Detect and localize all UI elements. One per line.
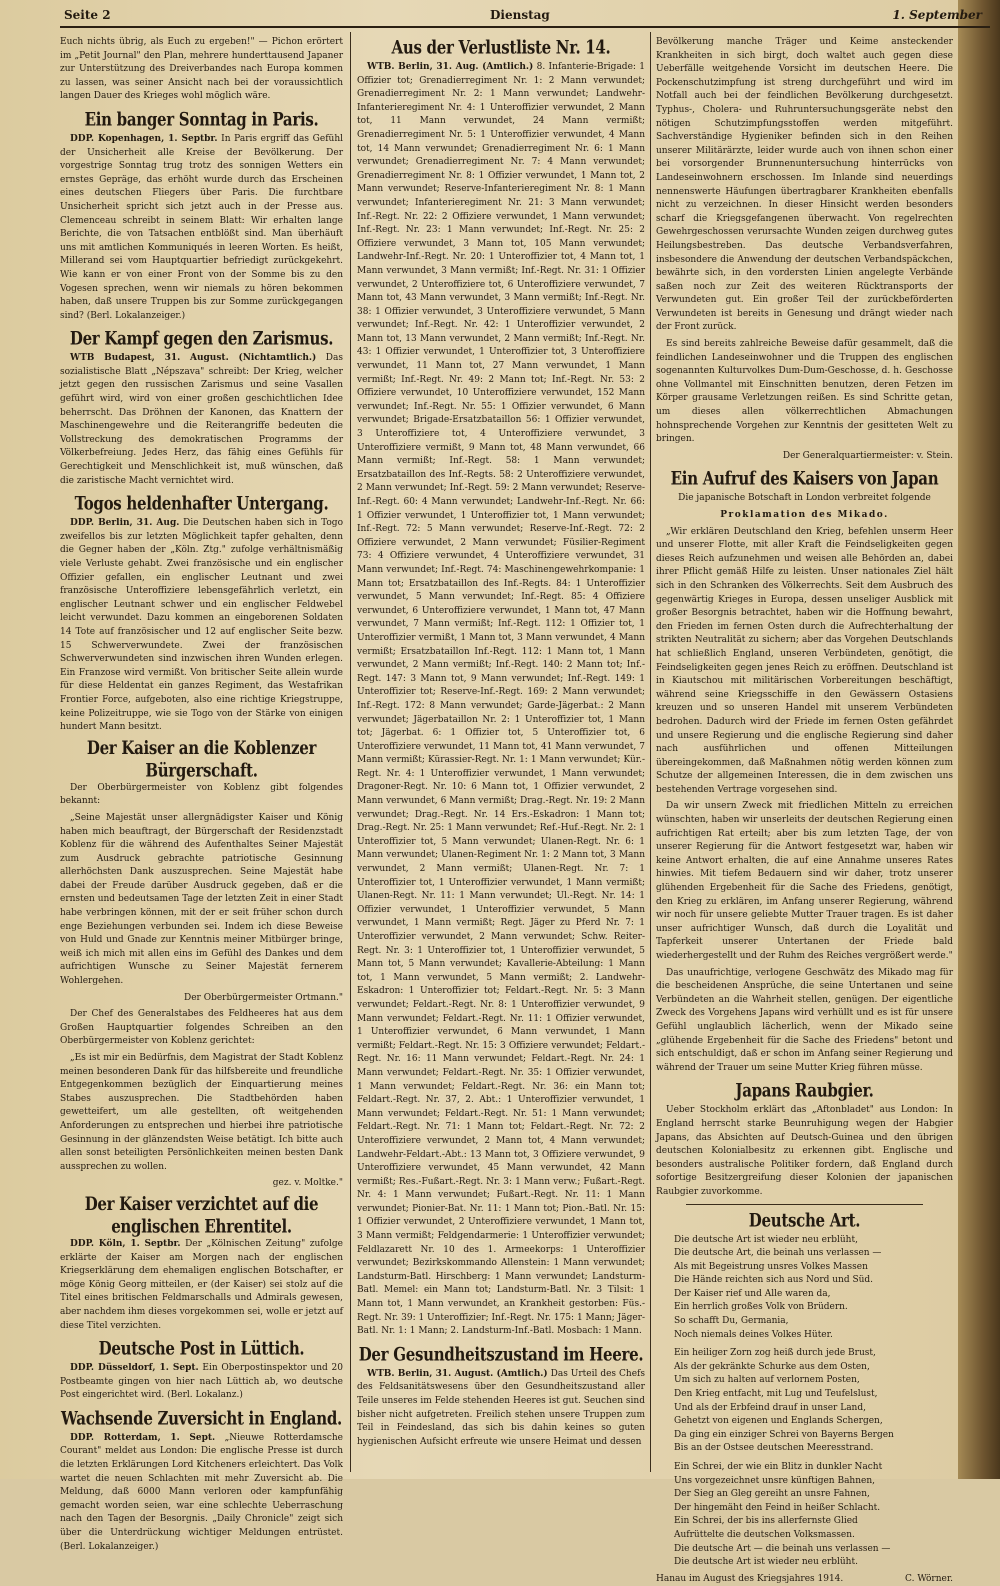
article-headline: Ein Aufruf des Kaisers von Japan [670, 467, 939, 490]
paragraph [60, 1432, 343, 1554]
poem-line: Gehetzt von eigenen und Englands Schergen, [674, 1416, 883, 1427]
poem-line: Als der gekränkte Schurke aus dem Osten, [674, 1361, 870, 1372]
paragraph: „Seine Majestät unser allergnädigster Kaiser und König haben mich beauftragt, der Bürgerschaft der Residenzstadt Koblenz für die während des Aufenthaltes Seiner Majestät zum Ausdruck gebrachte patriotische Gesinnung allerhöchsten Dank auszusprechen. Seine Majestät habe dabei der Freude darüber Ausdruck gegeben, daß er die ernsten und bedeutsamen Tage der letzten Zeit in einer Stadt habe verbringen können, mit der er seit früher schon durch enge Beziehungen verbunden sei. Indem ich diese Beweise von Huld und Gnade zur Kenntnis meiner Mitbürger bringe, weiß ich mich mit allen eins im Gefühl des Dankes und dem aufrichtigen Wunsche zu Seiner Majestät fernerem Wohlergehen. [60, 812, 343, 987]
poem-title: Deutsche Art. [748, 1208, 861, 1231]
proclamation-heading: Proklamation des Mikado. [720, 510, 889, 520]
poem-line: Der hingemäht den Feind in heißer Schlacht. [674, 1502, 881, 1513]
article-headline: Deutsche Post in Lüttich. [98, 1336, 305, 1360]
article-text: 8. Infanterie-Brigade: 1 Offizier tot; Grenadierregiment Nr. 1: 2 Mann verwundet; Grenadierregiment Nr. 2: 1 Mann verwundet; Landwehr-Infanterieregiment Nr. 4: 1 Unteroffizier verwundet, 2 Mann tot, 11 Mann verwundet, 24 Mann vermißt; Grenadierregiment Nr. 5: 1 Unteroffizier verwundet, 4 Mann tot, 14 Mann verwundet; Grenadierregiment Nr. 6: 1 Mann verwundet; Grenadierregiment Nr. 7: 4 Mann verwundet; Grenadierregiment Nr. 8: 1 Offizier verwundet, 1 Mann tot, 2 Mann verwundet; Reserve-Infanterieregiment Nr. 8: 1 Mann verwundet; Infanterieregiment Nr. 21: 3 Mann verwundet; Inf.-Regt. Nr. 22: 2 Offiziere verwundet, 1 Mann verwundet; Inf.-Regt. Nr. 23: 1 Mann verwundet; Inf.-Regt. Nr. 25: 2 Offiziere verwundet, 3 Mann tot, 105 Mann verwundet; Landwehr-Inf.-Regt. Nr. 20: 1 Unteroffizier tot, 4 Mann tot, 1 Mann verwundet, 3 Mann vermißt; Inf.-Regt. Nr. 31: 1 Offizier verwundet, 2 Unteroffiziere tot, 6 Unteroffiziere verwundet, 7 Mann tot, 43 Mann verwundet, 3 Mann vermißt; Inf.-Regt. Nr. 38: 1 Offizier verwundet, 3 Unteroffiziere verwundet, 5 Mann verwundet; Inf.-Regt. Nr. 42: 1 Unteroffizier verwundet, 2 Mann tot, 13 Mann verwundet, 2 Mann vermißt; Inf.-Regt. Nr. 43: 1 Offizier verwundet, 1 Unteroffizier tot, 3 Unteroffiziere verwundet, 11 Mann tot, 27 Mann verwundet, 1 Mann vermißt; Inf.-Regt. Nr. 49: 2 Mann tot; Inf.-Regt. Nr. 53: 2 Offiziere verwundet, 10 Unteroffiziere verwundet, 152 Mann verwundet; Inf.-Regt. Nr. 55: 1 Offizier verwundet, 6 Mann verwundet; Brigade-Ersatzbataillon 56: 1 Offizier verwundet, 3 Unteroffiziere tot, 4 Unteroffiziere verwundet, 3 Unteroffiziere vermißt, 9 Mann tot, 48 Mann verwundet, 66 Mann vermißt; Inf.-Regt. 58: 1 Mann verwundet; Ersatzbataillon des Inf.-Regts. 58: 2 Unteroffiziere verwundet, 2 Mann verwundet; Inf.-Regt. 59: 2 Mann verwundet; Reserve-Inf.-Regt. 60: 4 Mann verwundet; Landwehr-Inf.-Regt. Nr. 66: 1 Offizier verwundet, 1 Unteroffizier tot, 1 Mann verwundet; Inf.-Regt. 72: 5 Mann verwundet; Reserve-Inf.-Regt. 72: 2 Offiziere verwundet, 2 Mann verwundet; Füsilier-Regiment 73: 4 Offiziere verwundet, 4 Unteroffiziere verwundet, 31 Mann verwundet; Inf.-Regt. 74: Maschinengewehrkompanie: 1 Mann tot; Ersatzbataillon des Inf.-Regts. 84: 1 Unteroffizier verwundet, 5 Mann verwundet; Inf.-Regt. 85: 4 Offiziere verwundet, 6 Unteroffiziere verwundet, 1 Mann tot, 47 Mann verwundet, 7 Mann vermißt; Inf.-Regt. 112: 1 Offizier tot, 1 Unteroffizier vermißt, 1 Mann tot, 3 Mann verwundet, 4 Mann vermißt; Ersatzbataillon Inf.-Regt. 112: 1 Mann tot, 1 Mann verwundet, 2 Mann vermißt; Inf.-Regt. 140: 2 Mann tot; Inf.-Regt. 147: 3 Mann tot, 9 Mann verwundet; Inf.-Regt. 149: 1 Unteroffizier tot; Reserve-Inf.-Regt. 169: 2 Mann verwundet; Inf.-Regt. 172: 8 Mann verwundet; Garde-Jägerbat.: 2 Mann verwundet; Jägerbataillon Nr. 2: 1 Unteroffizier tot, 1 Mann tot; Jägerbat. 6: 1 Offizier tot, 5 Unteroffizier tot, 6 Unteroffiziere verwundet, 11 Mann tot, 41 Mann verwundet, 7 Mann vermißt; Kürassier-Regt. Nr. 1: 1 Mann verwundet; Kür.-Regt. Nr. 4: 1 Unteroffizier verwundet, 1 Mann verwundet; Dragoner-Regt. Nr. 10: 6 Mann tot, 1 Offizier verwundet, 2 Mann verwundet, 6 Mann vermißt; Drag.-Regt. Nr. 19: 2 Mann verwundet; Drag.-Regt. Nr. 14 Ers.-Eskadron: 1 Mann tot; Drag.-Regt. Nr. 25: 1 Mann verwundet; Ref.-Huf.-Regt. Nr. 2: 1 Unteroffizier tot, 5 Mann verwundet; Ulanen-Regt. Nr. 6: 1 Mann verwundet; Ulanen-Regiment Nr. 1: 2 Mann tot, 3 Mann verwundet, 2 Mann vermißt; Ulanen-Regt. Nr. 7: 1 Unteroffizier tot, 1 Unteroffizier verwundet, 1 Mann vermißt; Ulanen-Regt. Nr. 11: 1 Mann verwundet; Ul.-Regt. Nr. 14: 1 Offizier verwundet, 1 Unteroffizier verwundet, 5 Mann verwundet, 1 Mann vermißt; Regt. Jäger zu Pferd Nr. 7: 1 Unteroffizier verwundet, 2 Mann verwundet; Schw. Reiter-Regt. Nr. 3: 1 Unteroffizier tot, 1 Unteroffizier verwundet, 5 Mann tot, 5 Mann verwundet; Kavallerie-Abteilung: 1 Mann tot, 1 Mann verwundet, 5 Mann vermißt; 2. Landwehr-Eskadron: 1 Unteroffizier tot; Feldart.-Regt. Nr. 5: 3 Mann verwundet; Feldart.-Regt. Nr. 8: 1 Unteroffizier verwundet, 9 Mann verwundet; Feldart.-Regt. Nr. 11: 1 Offizier verwundet, 1 Unteroffizier verwundet, 6 Mann verwundet, 1 Mann vermißt; Feldart.-Regt. Nr. 15: 3 Offiziere verwundet; Feldart.-Regt. Nr. 16: 11 Mann verwundet; Feldart.-Regt. Nr. 24: 1 Mann verwundet; Feldart.-Regt. Nr. 35: 1 Offizier verwundet, 1 Mann verwundet; Feldart.-Regt. Nr. 36: ein Mann tot; Feldart.-Regt. Nr. 37, 2. Abt.: 1 Unteroffizier verwundet, 1 Mann verwundet; Feldart.-Regt. Nr. 51: 1 Mann verwundet; Feldart.-Regt. Nr. 71: 1 Mann tot; Feldart.-Regt. Nr. 72: 2 Unteroffiziere verwundet, 2 Mann tot, 4 Mann verwundet; Landwehr-Feldart.-Abt.: 13 Mann tot, 3 Offiziere verwundet, 9 Unteroffiziere verwundet, 45 Mann verwundet, 42 Mann vermißt; Res.-Fußart.-Regt. Nr. 3: 1 Mann verw.; Fußart.-Regt. Nr. 4: 1 Mann verwundet; Fußart.-Regt. Nr. 11: 1 Mann verwundet; Pionier-Bat. Nr. 11: 1 Mann tot; Pion.-Batl. Nr. 15: 1 Offizier verwundet, 2 Unteroffiziere verwundet, 1 Mann tot, 3 Mann vermißt; Feldgendarmerie: 1 Unteroffizier verwundet; Feldlazarett Nr. 10 des 1. Armeekorps: 1 Unteroffizier verwundet; Bezirkskommando Allenstein: 1 Mann verwundet; Landsturm-Batl. Hirschberg: 1 Mann verwundet; Landsturm-Batl. Memel: ein Mann tot; Landsturm-Batl. Nr. 3 Tilsit: 1 Mann tot, 1 Mann verwundet, an Krankheit gestorben: Füs.-Regt. Nr. 39: 1 Unteroffizier; Inf.-Regt. Nr. 175: 1 Mann; Jäger-Batl. Nr. 1: 1 Mann; 2. Landsturm-Inf.-Batl. Mosbach: 1 Mann. [357, 62, 646, 1337]
paragraph: Die japanische Botschaft in London verbreitet folgende [678, 493, 931, 504]
signature: Der Oberbürgermeister Ortmann." [184, 992, 343, 1003]
column-rule [350, 32, 351, 1472]
paragraph: Ueber Stockholm erklärt das „Aftonbladet" aus London: In England herrscht starke Beunruhigung wegen der Habgier Japans, das Absichten auf Deutsch-Guinea und den übrigen deutschen Kolonialbesitz zu erkennen gibt. Englische und besonders australische Politiker fordern, daß England durch sofortige Besitzergreifung dieser Kolonien der japanischen Raubgier zuvorkomme. [656, 1105, 953, 1197]
paragraph [60, 1362, 343, 1403]
paragraph: Euch nichts übrig, als Euch zu ergeben!" — Pichon erörtert im „Petit Journal" den Plan, mehrere hunderttausend Japaner zur Unterstützung des Dreiverbandes nach Europa kommen zu lassen, was seiner Ansicht nach bei der voraussichtlich langen Dauer des Krieges wohl möglich wäre. [60, 37, 343, 102]
poem-line: Bis an der Ostsee deutschen Meeresstrand. [674, 1443, 874, 1454]
dateline: DDP. Berlin, 31. Aug. [70, 518, 180, 529]
article-headline: Wachsende Zuversicht in England. [61, 1406, 342, 1430]
dateline: WTB. Berlin, 31. August. (Amtlich.) [367, 1368, 548, 1379]
poem-line: Als mit Begeistrung unsres Volkes Massen [674, 1261, 868, 1272]
page-header [60, 4, 990, 28]
poem-line: Der Kaiser rief und Alle waren da, [674, 1288, 831, 1299]
poem-author: C. Wörner. [905, 1573, 953, 1584]
paragraph: Es sind bereits zahlreiche Beweise dafür gesammelt, daß die feindlichen Landeseinwohner und die Truppen des englischen sogenannten Kulturvolkes Dum-Dum-Geschosse, d. h. Geschosse ohne Vollmantel mit Einschnitten benutzen, deren Fetzen im Körper grausame Verletzungen reißen. Es sind Schritte getan, um dieses allen völkerrechtlichen Abmachungen hohnsprechende Vorgehen zur Kenntnis der gesitteten Welt zu bringen. [656, 339, 953, 445]
poem-line: Um sich zu halten auf verlornem Posten, [674, 1375, 860, 1386]
poem-line: Aufrüttelte die deutschen Volksmassen. [674, 1529, 855, 1540]
article-headline: Der Gesundheitszustand im Heere. [358, 1342, 644, 1366]
article-text: In Paris ergriff das Gefühl der Unsicherheit alle Kreise der Bevölkerung. Der vorgestrige Sonntag trug trotz des sonnigen Wetters ein ernstes Gepräge, das erhöht wurde durch das Erscheinen eines deutschen Fliegers über Paris. Die furchtbare Unsicherheit spricht sich jetzt auch in der Presse aus. Clemenceau schreibt in seinem Blatt: Wir erhalten lange Berichte, die von Tatsachen entblößt sind. Man überhäuft uns mit amtlichen Kommuniqués in leeren Worten. Es heißt, Millerand sei vom Hauptquartier befriedigt zurückgekehrt. Wie kann er von einer Front von der Somme bis zu den Vogesen sprechen, wenn wir niemals zu hören bekommen haben, daß unsere Truppen bis zur Somme zurückgegangen sind? [60, 133, 343, 321]
header-page-number: Seite 2 [64, 8, 111, 22]
page-edge-shadow [958, 0, 1000, 1479]
poem-line: Und als der Erbfeind drauf in unser Land, [674, 1402, 866, 1413]
poem-line: Die Hände reichten sich aus Nord und Süd. [674, 1275, 874, 1286]
poem-line: Die deutsche Art — die beinah uns verlassen — [674, 1543, 891, 1554]
poem [656, 1234, 953, 1570]
dateline: WTB Budapest, 31. August. (Nichtamtlich.) [70, 353, 317, 364]
paragraph: „Es ist mir ein Bedürfnis, dem Magistrat der Stadt Koblenz meinen besonderen Dank für das hilfsbereite und freundliche Entgegenkommen bezüglich der Einquartierung meines Stabes auszusprechen. Die Stadtbehörden haben gewetteifert, um alle gestellten, oft weitgehenden Anforderungen zu entsprechen und hierbei ihre patriotische Gesinnung in der glänzendsten Weise betätigt. Ich bitte auch allen sonst beteiligten Persönlichkeiten meinen besten Dank aussprechen zu wollen. [60, 1053, 343, 1172]
dateline: DDP. Kopenhagen, 1. Septbr. [70, 133, 218, 144]
article-headline: Der Kaiser an die Koblenzer Bürgerschaft. [86, 736, 317, 782]
dateline: DDP. Köln, 1. Septbr. [70, 1238, 181, 1249]
paragraph: Das unaufrichtige, verlogene Geschwätz des Mikado mag für die bescheidenen Ansprüche, die seine Untertanen und seine Verbündeten an die Wahrheit stellen, genügen. Der eigentliche Zweck des Vorgehens Japans wird verhüllt und es ist für unsere Gefühl unglaublich lächerlich, wenn der Mikado seine „glühende Ergebenheit für die Sache des Friedens" betont und sich entschuldigt, daß er schon im Anfang seiner Regierung und während der Trauer um seine Mutter Krieg führen müsse. [656, 967, 953, 1073]
paragraph: Da wir unsern Zweck mit friedlichen Mitteln zu erreichen wünschten, haben wir unserleits der deutschen Regierung einen aufrichtigen Rat erteilt; aber bis zum letzten Tage, der von unserer Regierung für die Antwort festgesetzt war, haben wir keine Antwort erhalten, die auf eine Annahme unseres Rates hinwies. Mit tiefem Bedauern sind wir daher, trotz unserer glühenden Ergebenheit für die Sache des Friedens, genötigt, den Krieg zu erklären, im Anfang unserer Regierung, während wir noch für unsere geliebte Mutter Trauer tragen. Es ist daher unser aufrichtiger Wunsch, daß durch die Loyalität und Tapferkeit unserer Untertanen der Friede bald wiederhergestellt und der Ruhm des Reiches vergrößert werde." [656, 801, 953, 961]
poem-line: Ein Schrei, der wie ein Blitz in dunkler Nacht [674, 1462, 883, 1472]
poem-line: Den Krieg entfacht, mit Lug und Teufelslust, [674, 1389, 878, 1400]
source-credit: (Berl. Lokalanzeiger.) [86, 310, 186, 321]
article-text: Der „Kölnischen Zeitung" zufolge erklärte der Kaiser am Morgen nach der englischen Kriegserklärung dem ehemaligen englischen Botschafter, er möge König Georg mitteilen, er (der Kaiser) sei stolz auf die Titel eines britischen Feldmarschalls und Admirals gewesen, aber nachdem ihm dieses vorgekommen sei, wolle er jetzt auf diese Titel verzichten. [60, 1238, 343, 1331]
article-headline: Togos heldenhafter Untergang. [74, 491, 329, 515]
paragraph [60, 517, 343, 735]
poem-line: So schafft Du, Germania, [674, 1316, 789, 1327]
poem-place: Hanau im August des Kriegsjahres 1914. [656, 1573, 844, 1584]
poem-line: Die deutsche Art ist wieder neu erblüht. [674, 1557, 858, 1568]
paragraph [60, 133, 343, 323]
column-3 [656, 36, 953, 1584]
paragraph: Der Chef des Generalstabes des Feldheeres hat aus dem Großen Hauptquartier folgendes Schreiben an den Oberbürgermeister von Koblenz gerichtet: [60, 1009, 343, 1047]
poem-line: Noch niemals deines Volkes Hüter. [674, 1329, 833, 1340]
dateline: WTB. Berlin, 31. Aug. (Amtlich.) [367, 62, 534, 72]
poem-footer [656, 1573, 953, 1586]
poem-line: Ein heiliger Zorn zog heiß durch jede Brust, [674, 1348, 876, 1359]
article-text: „Nieuwe Rotterdamsche Courant" meldet aus London: Die englische Presse ist durch die letzten Erklärungen Lord Kitcheners erleichtert. Das Volk wartet die neuen Schlachten mit mehr Zuversicht ab. Die Meldung, daß 6000 Mann verloren oder kampfunfähig gemacht worden seien, war eine schlechte Ueberraschung nach den Tagen der Besorgnis. „Daily Chronicle" zeigt sich über die Unterdrückung wichtiger Meldungen entrüstet. (Berl. Lokalanzeiger.) [60, 1432, 343, 1552]
signature: Der Generalquartiermeister: v. Stein. [782, 450, 953, 461]
paragraph [60, 352, 343, 488]
article-headline: Japans Raubgier. [735, 1079, 874, 1102]
paragraph [357, 1368, 645, 1450]
article-text: Ein Oberpostinspektor und 20 Postbeamte gingen von hier nach Lüttich ab, wo deutsche Post eingerichtet wird. [60, 1363, 343, 1401]
article-headline: Der Kampf gegen den Zarismus. [69, 327, 334, 350]
article-headline: Aus der Verlustliste Nr. 14. [391, 35, 611, 59]
paragraph: Bevölkerung manche Träger und Keime ansteckender Krankheiten in sich birgt, doch waltet auch gegen diese Ueberfälle weitgehende Vorsicht im deutschen Heere. Die Pockenschutzimpfung ist streng durchgeführt und wird im Notfall auch bei der feindlichen Bevölkerung durchgesetzt. Typhus-, Cholera- und Ruhruntersuchungsgeräte nebst den nötigen Schutzimpfungsstoffen werden mitgeführt. Sachverständige Hygieniker befinden sich in den Reihen unserer Militärärzte, leider wurde auch von ihnen schon einer bei vorsorgender Brunnenuntersuchung hinterrücks von Landeseinwohnern erschossen. Im Inlande sind neuerdings nennenswerte Häufungen übertragbarer Krankheiten ebenfalls nicht zu verzeichnen. In dieser Hinsicht werden besonders scharf die Kriegsgefangenen überwacht. Von regelrechten Gewehrgeschossen verursachte Wunden zeigen durchweg gutes Heilungsbestreben. Das deutsche Verbandsverfahren, insbesondere die Anwendung der deutschen Verbandspäckchen, bewährte sich, in den vordersten Linien angelegte Verbände saßen noch zur Zeit des weiteren Rücktransports der Verwundeten gut. Ein großer Teil der zurückbeförderten Verwundeten ist bereits in Genesung und drängt wieder nach der Front zurück. [656, 37, 953, 333]
poem-line: Ein herrlich großes Volk von Brüdern. [674, 1302, 848, 1313]
column-2 [357, 36, 645, 1476]
column-rule [650, 32, 651, 1472]
poem-line: Da ging ein einziger Schrei von Bayerns Bergen [674, 1429, 894, 1440]
poem-line: Uns vorgezeichnet unsre künftigen Bahnen, [674, 1475, 876, 1486]
header-date: 1. September [892, 8, 982, 22]
column-1 [60, 36, 343, 1552]
dateline: DDP. Düsseldorf, 1. Sept. [70, 1363, 199, 1374]
article-text: Das sozialistische Blatt „Népszava" schreibt: Der Krieg, welcher jetzt gegen den russischen Zarismus und seine Vasallen geführt wird, wird von einer großen geschichtlichen Idee beherrscht. Das Dröhnen der Kanonen, das Knattern der Maschinengewehre und die Reiterangriffe bedeuten die Vollstreckung des demokratischen Programms der Völkerbefreiung. Jedes Herz, das fähig eines Gefühls für Gerechtigkeit und Menschlichkeit ist, muß wünschen, daß die zaristische Macht vernichtet wird. [60, 353, 343, 486]
paragraph: Der Oberbürgermeister von Koblenz gibt folgendes bekannt: [60, 782, 343, 807]
dateline: DDP. Rotterdam, 1. Sept. [70, 1432, 216, 1443]
header-weekday: Dienstag [490, 8, 550, 22]
article-text: Die Deutschen haben sich in Togo zweifellos bis zur letzten Möglichkeit tapfer gehalten, denn die Gegner haben der „Köln. Ztg." zufolge verhältnismäßig viele Verluste gehabt. Zwei französische und ein englischer Offizier gefallen, ein englischer Leutnant und zwei französische Unteroffiziere lebensgefährlich verletzt, ein englischer Leutnant schwer und ein englischer Feldwebel leicht verwundet. Dazu kommen an eingeborenen Soldaten 14 Tote auf französischer und 12 auf englischer Seite bezw. 15 Schwerverwundete. Zwei der französischen Schwerverwundeten sind inzwischen ihren Wunden erlegen. Ein Franzose wird vermißt. Von britischer Seite allein wurde für diese Heldentat ein ganzes Regiment, das Westafrikan Frontier Force, aufgeboten, also eine richtige Kriegstruppe, keine Polizeitruppe, wie sie Togo von der Stärke von einigen hundert Mann besitzt. [60, 518, 343, 733]
poem-line: Ein Schrei, der bis ins allerfernste Glied [674, 1516, 858, 1527]
article-headline: Der Kaiser verzichtet auf die englischen Ehrentitel. [84, 1192, 319, 1238]
poem-line: Die deutsche Art ist wieder neu erblüht, [674, 1234, 858, 1245]
divider [686, 1204, 923, 1205]
paragraph: „Wir erklären Deutschland den Krieg, befehlen unserm Heer und unserer Flotte, mit aller Kraft die Feindseligkeiten gegen dieses Reich aufzunehmen und weisen alle Behörden an, dabei ihrer Pflicht gemäß Hilfe zu leisten. Unser nationales Ziel hält sich in den Schranken des Völkerrechts. Seit dem Ausbruch des gegenwärtig Krieges in Europa, dessen unseliger Ausblick mit großer Besorgnis betrachtet, haben wir die Hoffnung bewahrt, den Frieden im fernen Osten durch die Aufrechterhaltung der strikten Neutralität zu sichern; aber das Vorgehen Deutschlands hat schließlich England, unseren Verbündeten, genötigt, die Feindseligkeiten gegen jenes Reich zu eröffnen. Deutschland ist in Kiautschou mit militärischen Vorbereitungen beschäftigt, während seine Kriegsschiffe in den Gewässern Ostasiens kreuzen und so unseren Handel mit unserem Verbündeten bedrohen. Dadurch wird der Friede im fernen Osten gefährdet und unsere Regierung und die englische Regierung sind daher nach ausführlichen und offenen Mitteilungen übereingekommen, daß Maßnahmen nötig werden können zum Schutze der allgemeinen Interessen, die in dem zwischen uns bestehenden Vertrage vorgesehen sind. [656, 526, 953, 795]
signature: gez. v. Moltke." [272, 1178, 343, 1189]
paragraph [60, 1238, 343, 1333]
paragraph [357, 61, 645, 1339]
article-text: Das Urteil des Chefs des Feldsanitätswesens über den Gesundheitszustand aller Teile unseres im Felde stehenden Heeres ist gut. Seuchen sind bisher nicht aufgetreten. Freilich stehen unsere Truppen zum Teil in Feindesland, das sich bis dahin keines so guten hygienischen Aufsicht erfreute wie unsere Heimat und dessen [357, 1368, 645, 1447]
poem-line: Die deutsche Art, die beinah uns verlassen — [674, 1248, 882, 1259]
source-credit: (Berl. Lokalanz.) [167, 1390, 243, 1401]
poem-line: Der Sieg an Gleg gereiht an unsre Fahnen, [674, 1489, 870, 1500]
article-headline: Ein banger Sonntag in Paris. [84, 107, 319, 131]
